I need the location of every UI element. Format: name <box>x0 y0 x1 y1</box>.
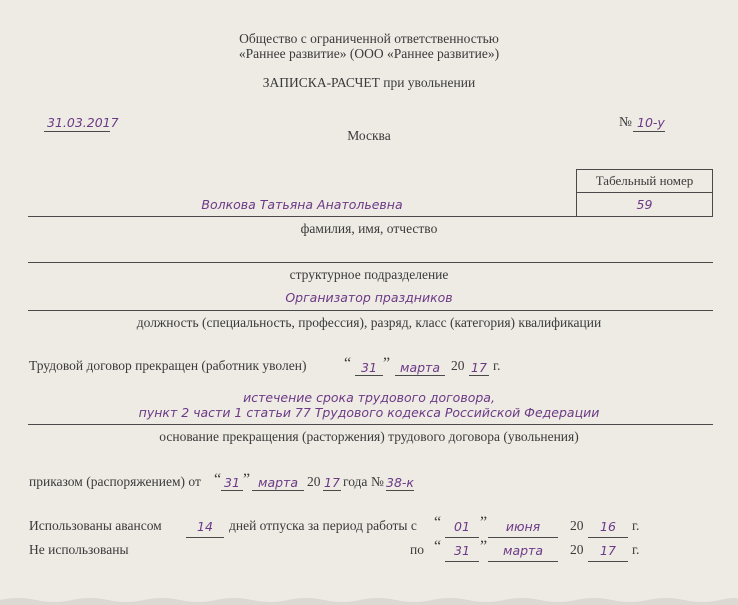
vacation-from-year-underline <box>588 537 628 538</box>
document-number: 10-у <box>637 115 665 130</box>
order-label: приказом (распоряжением) от <box>29 474 201 489</box>
torn-paper-edge <box>0 594 738 605</box>
vacation-advance-days: 14 <box>197 519 213 534</box>
order-month: марта <box>258 475 298 490</box>
vacation-advance-label: Использованы авансом <box>29 518 162 533</box>
organization-name-line2: «Раннее развитие» (ООО «Раннее развитие») <box>238 46 500 61</box>
order-year-word: года <box>343 474 368 489</box>
termination-year-unit: г. <box>493 358 501 373</box>
document-title: ЗАПИСКА-РАСЧЕТ при увольнении <box>262 75 476 90</box>
position-caption: должность (специальность, профессия), разряд, класс (категория) квалификации <box>136 315 602 330</box>
termination-day-underline <box>355 375 383 376</box>
vacation-to-month-underline <box>488 561 558 562</box>
vacation-from-month-underline <box>488 537 558 538</box>
position-line <box>28 310 713 311</box>
document-number-sign: № <box>619 114 632 129</box>
vacation-to-year-unit: г. <box>632 542 640 557</box>
employee-name-caption: фамилия, имя, отчество <box>300 221 438 236</box>
vacation-to-day: 31 <box>454 543 470 558</box>
vacation-to-year-underline <box>588 561 628 562</box>
termination-month: марта <box>400 360 440 375</box>
vacation-from-day-underline <box>445 537 479 538</box>
vacation-to-year-prefix: 20 <box>570 542 584 557</box>
position-value: Организатор праздников <box>285 290 453 305</box>
termination-basis-caption: основание прекращения (расторжения) трудового договора (увольнения) <box>159 429 579 444</box>
termination-close-quote: ” <box>383 355 391 372</box>
order-month-underline <box>252 490 304 491</box>
termination-basis-line2: пункт 2 части 1 статьи 77 Трудового кодекса Российской Федерации <box>138 405 600 420</box>
termination-basis-line <box>28 424 713 425</box>
employee-name: Волкова Татьяна Анатольевна <box>201 197 403 212</box>
termination-year-suffix: 17 <box>471 360 487 375</box>
termination-day: 31 <box>361 360 377 375</box>
employee-name-line <box>28 216 576 217</box>
city: Москва <box>347 128 391 143</box>
order-year-prefix: 20 <box>307 474 321 489</box>
order-close-quote: ” <box>243 471 251 488</box>
vacation-to-year-suffix: 17 <box>600 543 616 558</box>
number-underline <box>633 131 665 132</box>
order-number-sign: № <box>371 474 384 489</box>
vacation-from-year-suffix: 16 <box>600 519 616 534</box>
department-caption: структурное подразделение <box>289 267 449 282</box>
vacation-from-day: 01 <box>454 519 470 534</box>
vacation-to-label: по <box>410 542 424 557</box>
order-number-underline <box>386 490 414 491</box>
termination-label: Трудовой договор прекращен (работник уволен) <box>29 358 307 373</box>
termination-year-prefix: 20 <box>451 358 465 373</box>
order-day-underline <box>221 490 243 491</box>
vacation-unused-label: Не использованы <box>29 542 129 557</box>
vacation-from-year-unit: г. <box>632 518 640 533</box>
vacation-from-open-quote: “ <box>434 514 442 531</box>
vacation-to-month: марта <box>503 543 543 558</box>
order-open-quote: “ <box>214 471 222 488</box>
order-number: 38-к <box>386 475 414 490</box>
tab-number-divider <box>576 192 713 193</box>
tab-number-value: 59 <box>636 197 653 212</box>
vacation-advance-text: дней отпуска за период работы с <box>229 518 417 533</box>
order-year-suffix: 17 <box>324 475 340 490</box>
organization-name-line1: Общество с ограниченной ответственностью <box>239 31 499 46</box>
vacation-advance-days-underline <box>186 537 224 538</box>
department-line <box>28 262 713 263</box>
termination-open-quote: “ <box>344 355 352 372</box>
document-date: 31.03.2017 <box>47 115 119 130</box>
vacation-to-day-underline <box>445 561 479 562</box>
order-year-underline <box>323 490 341 491</box>
vacation-from-year-prefix: 20 <box>570 518 584 533</box>
vacation-to-close-quote: ” <box>480 538 488 555</box>
vacation-to-open-quote: “ <box>434 538 442 555</box>
termination-year-underline <box>469 375 489 376</box>
vacation-from-month: июня <box>505 519 541 534</box>
order-day: 31 <box>224 475 240 490</box>
tab-number-header: Табельный номер <box>595 173 694 188</box>
vacation-from-close-quote: ” <box>480 514 488 531</box>
termination-month-underline <box>395 375 445 376</box>
termination-basis-line1: истечение срока трудового договора, <box>243 390 495 405</box>
